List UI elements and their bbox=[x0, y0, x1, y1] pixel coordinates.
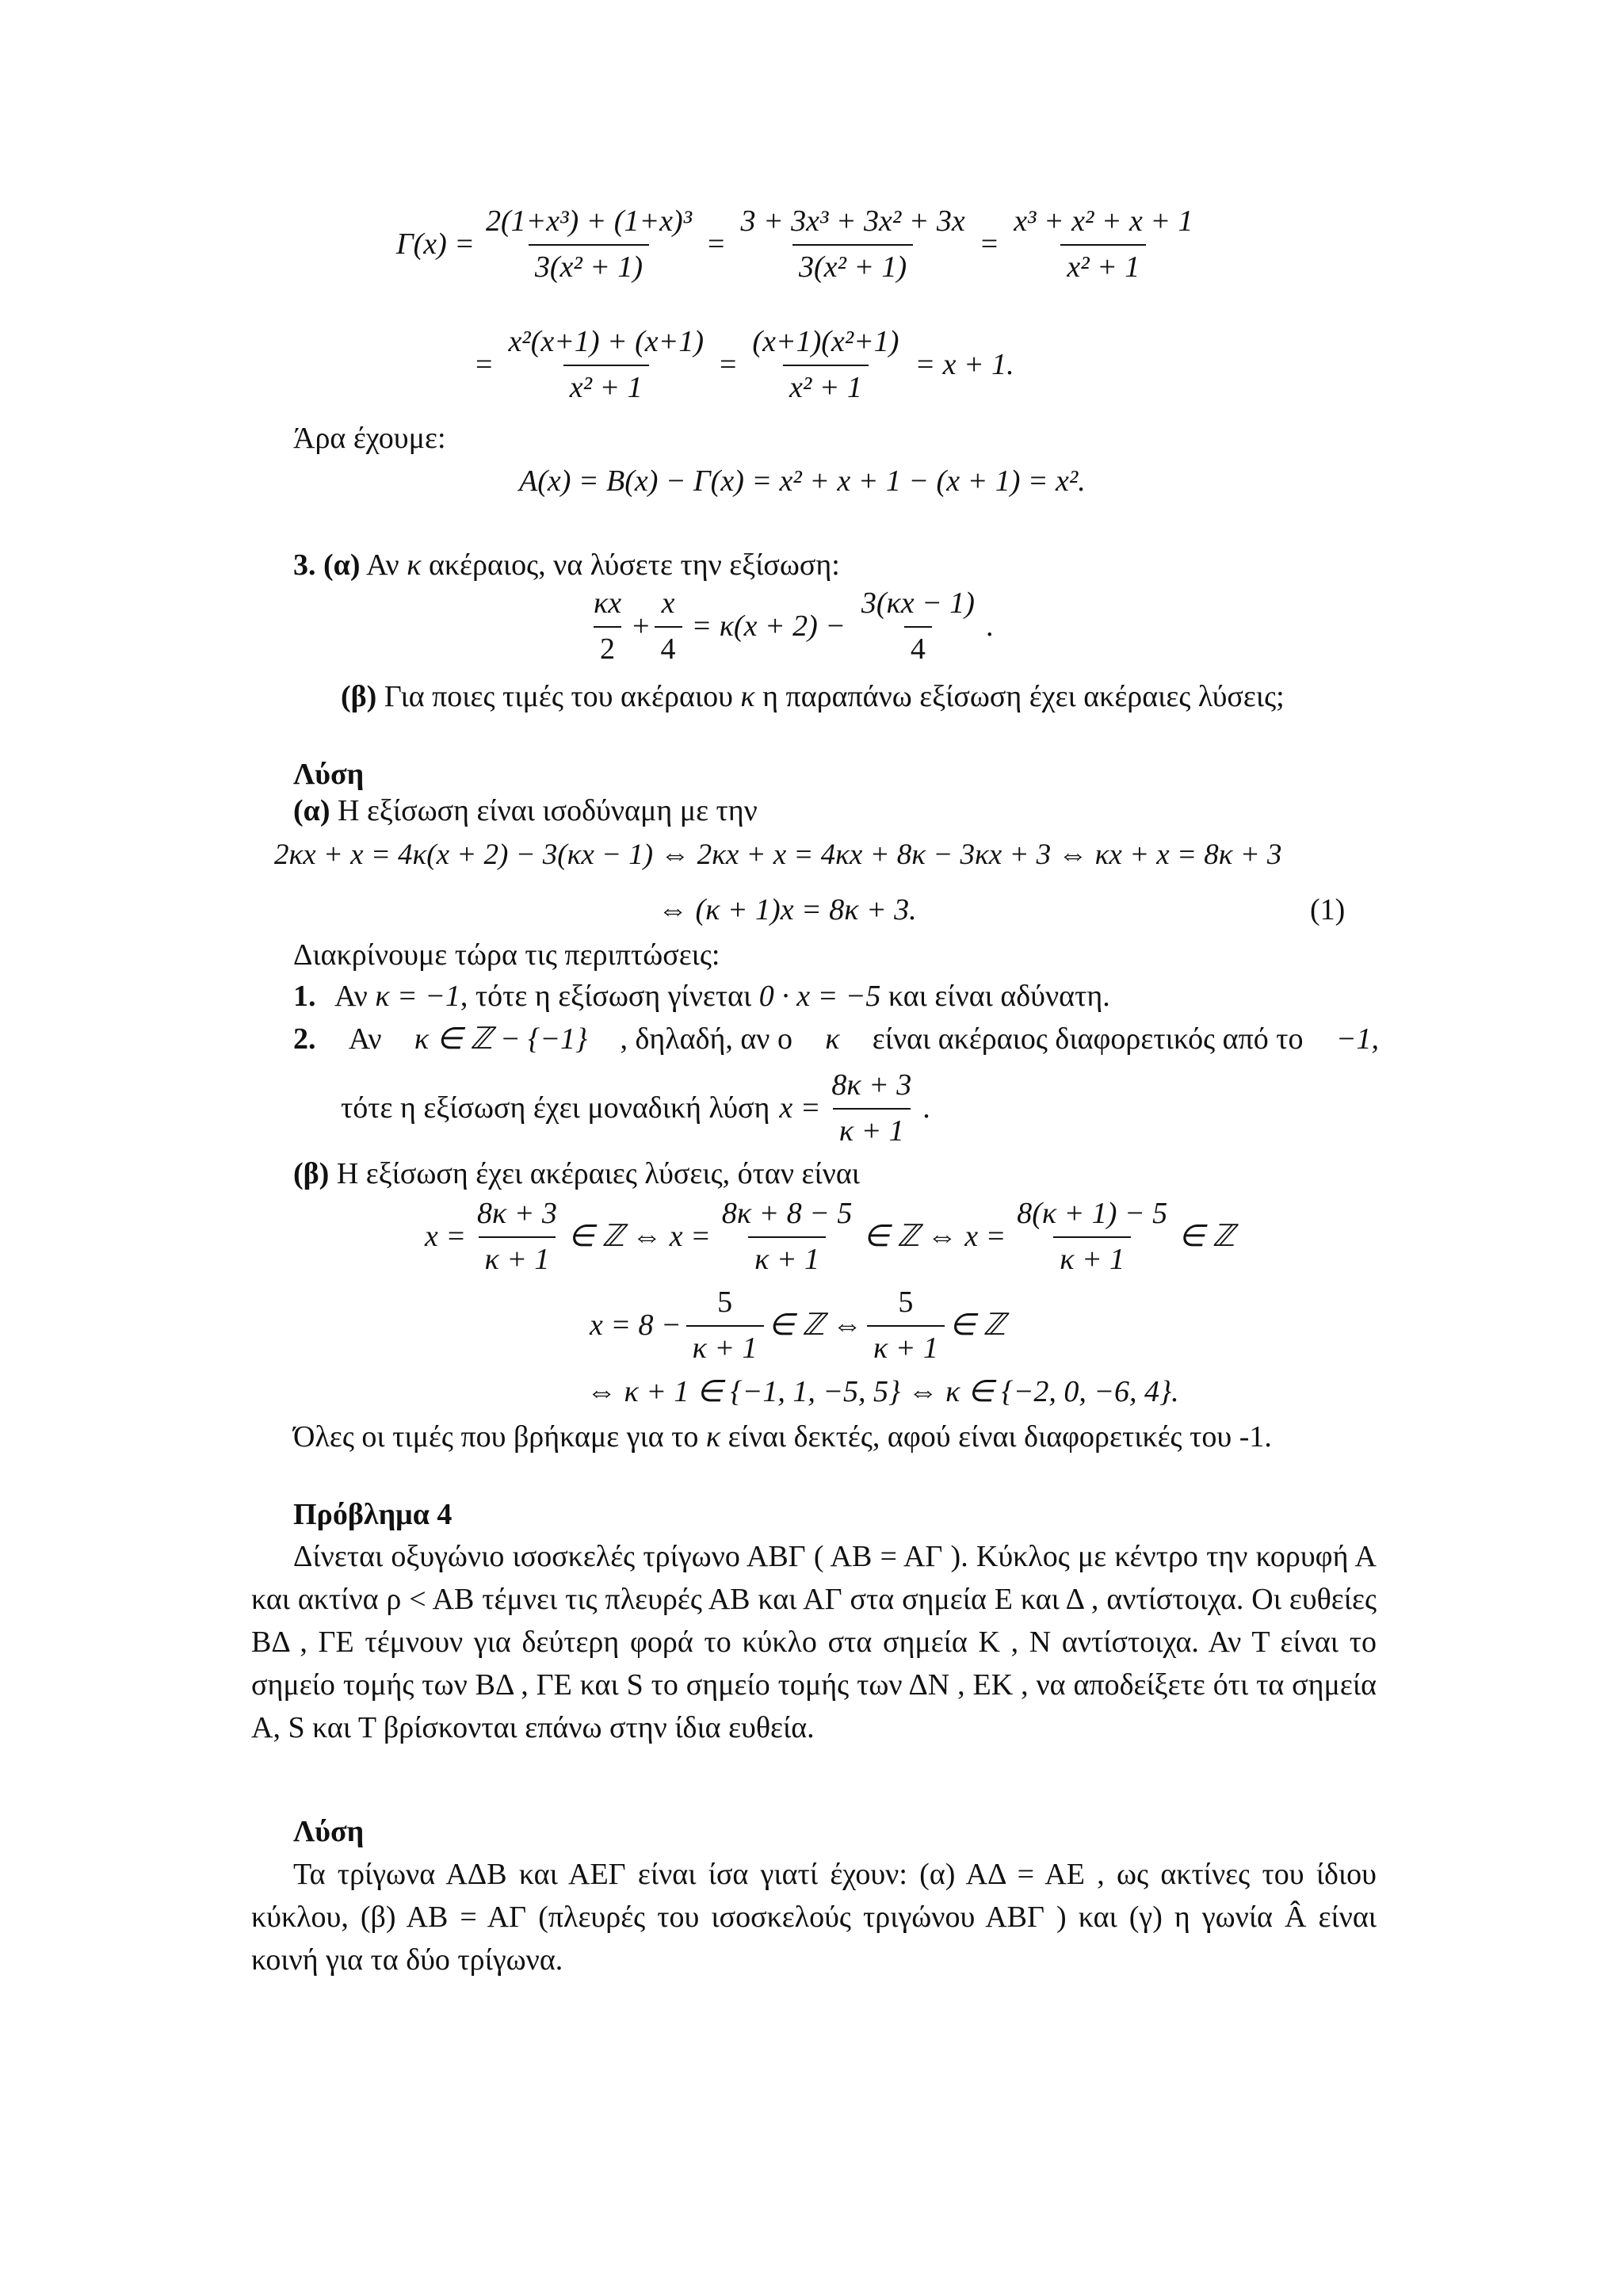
text-fragment: Για ποιες τιμές του ακέραιου bbox=[384, 680, 733, 713]
fraction bbox=[655, 586, 682, 667]
solution-a-intro bbox=[293, 794, 758, 829]
math-fragment: ∈ ℤ bbox=[949, 1308, 1006, 1342]
equation-a: Α(x) = Β(x) − Γ(x) = x² + x + 1 − (x + 1) = x². bbox=[519, 464, 1086, 498]
fraction-denominator: x² + 1 bbox=[783, 365, 869, 406]
fraction-numerator: x bbox=[661, 586, 675, 620]
period: . bbox=[922, 1091, 930, 1125]
equals-sign: = bbox=[980, 227, 999, 261]
fraction-numerator: 8κ + 3 bbox=[831, 1068, 912, 1102]
case-1 bbox=[293, 980, 1110, 1014]
math-fragment: 0 · x = −5 bbox=[758, 980, 881, 1013]
fraction-numerator: 8κ + 8 − 5 bbox=[721, 1197, 853, 1230]
text-fragment: είναι ακέραιος διαφορετικός από το bbox=[872, 1022, 1304, 1056]
fraction bbox=[471, 1197, 563, 1277]
fraction bbox=[716, 1197, 859, 1277]
fraction bbox=[686, 1286, 764, 1366]
problem4-title: Πρόβλημα 4 bbox=[293, 1498, 453, 1531]
fraction-denominator: κ + 1 bbox=[1053, 1236, 1131, 1278]
case-2-solution bbox=[341, 1068, 930, 1148]
fraction-numerator: x²(x+1) + (x+1) bbox=[508, 325, 704, 358]
equals-sign: = bbox=[708, 227, 725, 261]
period: . bbox=[985, 609, 994, 643]
fraction bbox=[1007, 204, 1199, 285]
case-2 bbox=[293, 1022, 1379, 1057]
fraction bbox=[734, 204, 971, 285]
fraction bbox=[746, 325, 905, 405]
fraction-denominator: κ + 1 bbox=[686, 1325, 764, 1366]
equation-gamma-line1 bbox=[396, 204, 1205, 285]
solution2-title: Λύση bbox=[293, 1815, 365, 1848]
fraction-numerator: x³ + x² + x + 1 bbox=[1014, 204, 1193, 238]
math-kappa: κ bbox=[740, 680, 755, 713]
fraction-denominator: 4 bbox=[655, 626, 682, 667]
fraction-numerator: 5 bbox=[717, 1286, 733, 1319]
text-fragment: Η εξίσωση έχει ακέραιες λύσεις, όταν είναι bbox=[336, 1157, 861, 1190]
math-kappa: κ bbox=[825, 1022, 840, 1056]
math-fragment: x = bbox=[425, 1219, 467, 1253]
solution2-text: Τα τρίγωνα ΑΔΒ και ΑΕΓ είναι ίσα γιατί έχουν: (α) ΑΔ = ΑΕ , ως ακτίνες του ίδιου κύκλου, (β) ΑΒ = ΑΓ (πλευρές του ισοσκελούς τριγώνου ΑΒΓ ) και (γ) η γωνία Â είναι κοινή για τα δύο τρίγωνα. bbox=[251, 1858, 1377, 1977]
math-fragment: κ = −1 bbox=[375, 980, 460, 1013]
fraction-denominator: κ + 1 bbox=[867, 1325, 945, 1366]
math-fragment: ∈ ℤ ⇔ bbox=[768, 1308, 862, 1342]
solution-b-intro bbox=[293, 1157, 860, 1192]
text-fragment: Αν bbox=[365, 548, 399, 582]
fraction-numerator: 8(κ + 1) − 5 bbox=[1017, 1197, 1168, 1230]
case-number: 1. bbox=[293, 980, 316, 1013]
fraction-numerator: 5 bbox=[898, 1286, 914, 1319]
fraction-numerator: κx bbox=[594, 586, 622, 620]
fraction-numerator: 8κ + 3 bbox=[477, 1197, 557, 1230]
equals-sign: = bbox=[719, 347, 737, 381]
fraction-numerator: 3(κx − 1) bbox=[861, 586, 975, 620]
text-fragment: η παραπάνω εξίσωση έχει ακέραιες λύσεις; bbox=[762, 680, 1285, 713]
cases-intro: Διακρίνουμε τώρα τις περιπτώσεις: bbox=[293, 938, 720, 972]
text-fragment: Αν bbox=[348, 1022, 382, 1056]
equation-tag: (1) bbox=[1310, 893, 1346, 926]
problem3-statement-a bbox=[293, 548, 840, 583]
math-fragment: −1, bbox=[1335, 1022, 1379, 1056]
fraction-denominator: 3(x² + 1) bbox=[792, 244, 913, 285]
problem4-text: Δίνεται οξυγώνιο ισοσκελές τρίγωνο ΑΒΓ ( ΑΒ = ΑΓ ). Κύκλος με κέντρο την κορυφή Α και ακτίνα ρ < ΑΒ τέμνει τις πλευρές ΑΒ και ΑΓ στα σημεία Ε και Δ , αντίστοιχα. Οι ευθείες ΒΔ , ΓΕ τέμνουν για δεύτερη φορά το κύκλο στα σημεία Κ , Ν αντίστοιχα. Αν Τ είναι το σημείο τομής των ΒΔ , ΓΕ και S το σημείο τομής των ΔΝ , ΕΚ , να αποδείξετε ότι τα σημεία Α, S και Τ βρίσκονται επάνω στην ίδια ευθεία. bbox=[251, 1540, 1377, 1744]
math-fragment: ∈ ℤ ⇔ x = bbox=[567, 1219, 711, 1253]
fraction-denominator: 2 bbox=[594, 626, 621, 667]
solution-title: Λύση bbox=[293, 758, 365, 791]
part-label: (α) bbox=[293, 794, 330, 827]
part-label: (β) bbox=[341, 680, 377, 713]
case-number: 2. bbox=[293, 1022, 316, 1056]
text-fragment: , τότε η εξίσωση γίνεται bbox=[460, 980, 752, 1013]
text-fragment: Η εξίσωση είναι ισοδύναμη με την bbox=[338, 794, 758, 827]
equation-tail: = x + 1. bbox=[915, 347, 1014, 381]
math-fragment: x = bbox=[779, 1091, 821, 1125]
math-kappa: κ bbox=[705, 1420, 721, 1454]
equation-middle: = κ(x + 2) − bbox=[691, 609, 846, 643]
fraction bbox=[502, 325, 710, 405]
solution-b-equation-2 bbox=[590, 1286, 1006, 1366]
math-fragment: x = 8 − bbox=[590, 1308, 682, 1342]
solution-equation-1: 2κx + x = 4κ(x + 2) − 3(κx − 1) ⇔ 2κx + x = 4κx + 8κ − 3κx + 3 ⇔ κx + x = 8κ + 3 bbox=[274, 839, 1282, 871]
fraction bbox=[867, 1286, 945, 1366]
equation-gamma-line2 bbox=[475, 325, 1014, 405]
math-fragment: ∈ ℤ ⇔ x = bbox=[863, 1219, 1006, 1253]
text-fragment: Αν bbox=[334, 980, 368, 1013]
text-fragment: και είναι αδύνατη. bbox=[888, 980, 1110, 1013]
solution-b-equation-3: ⇔ κ + 1 ∈ {−1, 1, −5, 5} ⇔ κ ∈ {−2, 0, −6, 4}. bbox=[586, 1375, 1179, 1408]
text-fragment: ακέραιος, να λύσετε την εξίσωση: bbox=[429, 548, 840, 582]
text-fragment: είναι δεκτές, αφού είναι διαφορετικές του -1. bbox=[727, 1420, 1272, 1454]
solution-conclusion bbox=[293, 1420, 1272, 1455]
fraction-denominator: x² + 1 bbox=[563, 365, 649, 406]
fraction-denominator: 4 bbox=[904, 626, 932, 667]
problem3-statement-b bbox=[341, 680, 1285, 715]
fraction bbox=[479, 204, 698, 285]
equals-sign: = bbox=[475, 347, 493, 381]
fraction-numerator: 3 + 3x³ + 3x² + 3x bbox=[740, 204, 965, 238]
fraction bbox=[587, 586, 628, 667]
fraction-denominator: κ + 1 bbox=[833, 1108, 911, 1149]
fraction bbox=[855, 586, 981, 667]
math-fragment: κ ∈ ℤ − {−1} bbox=[414, 1022, 588, 1056]
math-fragment: ∈ ℤ bbox=[1178, 1219, 1235, 1253]
text-fragment: Όλες οι τιμές που βρήκαμε για το bbox=[293, 1420, 699, 1454]
text-fragment: τότε η εξίσωση έχει μοναδική λύση bbox=[341, 1091, 770, 1125]
part-label: (β) bbox=[293, 1157, 330, 1190]
fraction-denominator: κ + 1 bbox=[479, 1236, 556, 1278]
fraction-denominator: κ + 1 bbox=[748, 1236, 826, 1278]
problem3-equation bbox=[582, 586, 993, 667]
problem-number: 3. bbox=[293, 548, 316, 582]
equation-lhs: Γ(x) = bbox=[396, 227, 475, 261]
fraction-denominator: 3(x² + 1) bbox=[529, 244, 649, 285]
math-kappa: κ bbox=[407, 548, 422, 582]
text-fragment: , δηλαδή, αν ο bbox=[620, 1022, 792, 1056]
fraction bbox=[1010, 1197, 1174, 1277]
fraction-numerator: 2(1+x³) + (1+x)³ bbox=[485, 204, 692, 238]
fraction bbox=[825, 1068, 918, 1148]
solution-b-equation-1 bbox=[425, 1197, 1235, 1277]
part-label: (α) bbox=[323, 548, 361, 582]
solution-equation-2: ⇔ (κ + 1)x = 8κ + 3. bbox=[658, 893, 917, 926]
fraction-denominator: x² + 1 bbox=[1060, 244, 1146, 285]
fraction-numerator: (x+1)(x²+1) bbox=[752, 325, 899, 358]
plus-sign: + bbox=[632, 609, 650, 643]
ara-label: Άρα έχουμε: bbox=[293, 422, 446, 455]
